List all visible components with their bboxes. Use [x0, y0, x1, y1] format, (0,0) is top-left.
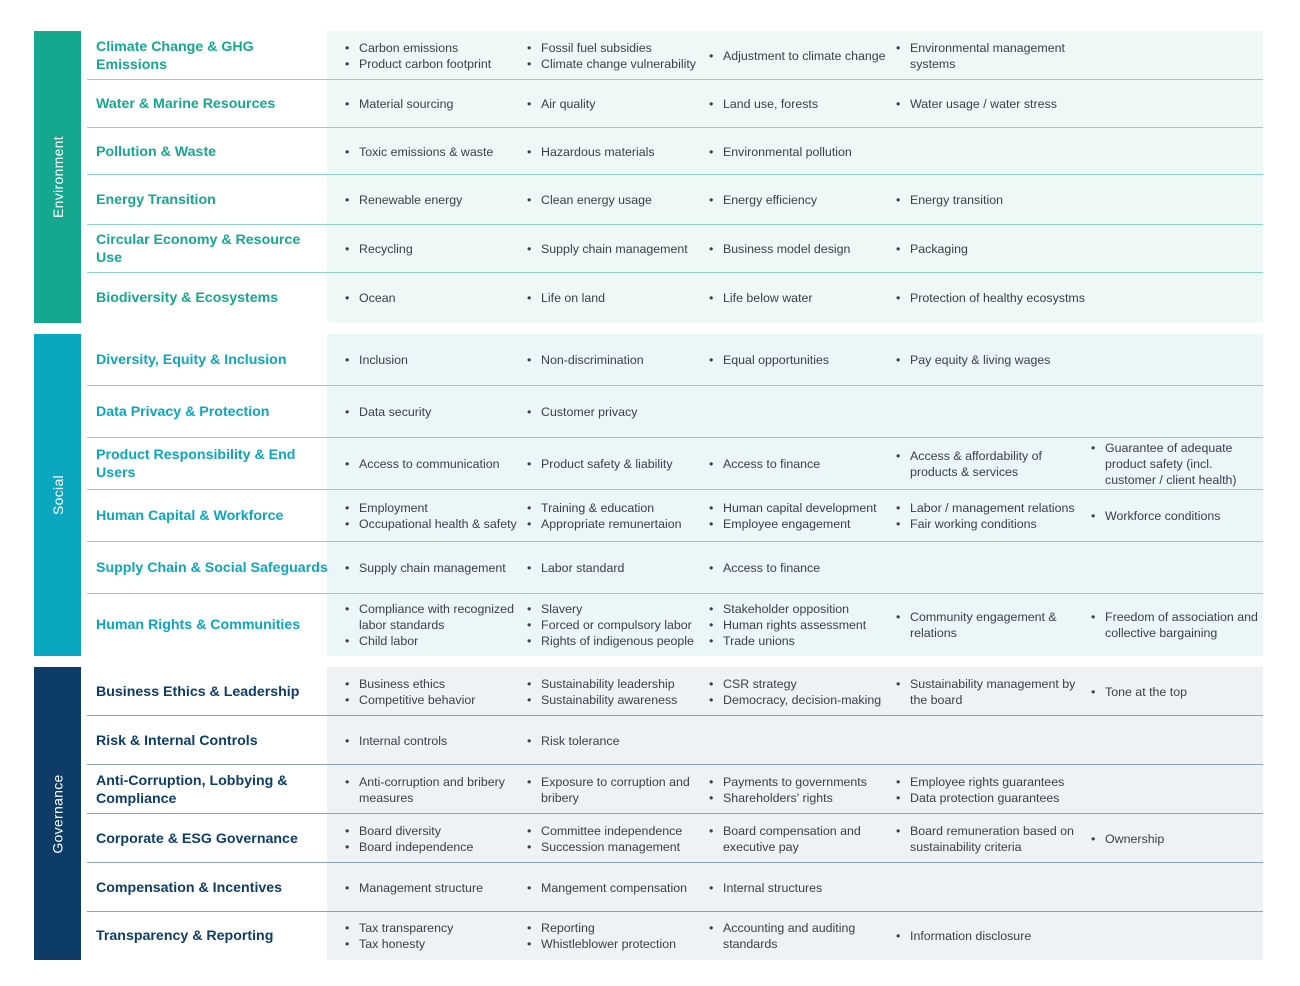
row-topic: Transparency & Reporting	[96, 928, 274, 944]
row-cell	[345, 175, 525, 225]
bullet-item: • Trade unions	[709, 633, 893, 649]
bullet-item: • Supply chain management	[527, 241, 707, 257]
row-cell	[345, 594, 525, 656]
bullet-item: • Land use, forests	[709, 96, 893, 112]
bullet-item: • Adjustment to climate change	[709, 48, 893, 64]
bullet-item: • Employee engagement	[709, 516, 893, 532]
bullet-item: • Freedom of association and collective bargaining	[1091, 609, 1261, 641]
row-cell	[896, 175, 1086, 225]
bullet-item: • Occupational health & safety	[345, 516, 525, 532]
row-cell	[709, 765, 893, 814]
row-cell	[345, 863, 525, 912]
bullet-item: • Stakeholder opposition	[709, 601, 893, 617]
row-topic: Corporate & ESG Governance	[96, 830, 298, 847]
bullet-item: • Compliance with recognized labor standards	[345, 601, 525, 633]
row-cell	[345, 273, 525, 323]
row-cell	[345, 31, 525, 80]
bullet-item: • Access & affordability of products & services	[896, 448, 1086, 480]
bullet-item: • Employee rights guarantees	[896, 774, 1086, 790]
bullet-item: • Slavery	[527, 601, 707, 617]
row-cell	[345, 716, 525, 765]
table-row	[87, 594, 1263, 656]
row-cell	[896, 814, 1086, 863]
bullet-item: • Environmental management systems	[896, 40, 1086, 72]
bullet-item: • Rights of indigenous people	[527, 633, 707, 649]
table-row	[87, 273, 1263, 323]
row-topic: Compensation & Incentives	[96, 879, 283, 896]
row-cell	[709, 594, 893, 656]
bullet-item: • Human capital development	[709, 500, 893, 516]
row-cell	[709, 31, 893, 80]
row-cell	[896, 594, 1086, 656]
row-cell	[709, 225, 893, 273]
row-cell	[896, 912, 1086, 960]
bullet-item: • Carbon emissions	[345, 40, 525, 56]
section-sidebar	[34, 31, 81, 323]
row-cell	[709, 128, 893, 175]
row-cell	[709, 667, 893, 716]
section-environment	[34, 31, 1263, 323]
row-cell	[345, 386, 525, 438]
row-cell	[896, 334, 1086, 386]
bullet-item: • Non-discrimination	[527, 352, 707, 368]
bullet-item: • Committee independence	[527, 823, 707, 839]
bullet-item: • Employment	[345, 500, 525, 516]
bullet-item: • Supply chain management	[345, 560, 525, 576]
row-cell	[709, 490, 893, 542]
row-cell	[896, 225, 1086, 273]
row-topic: Anti-Corruption, Lobbying & Compliance	[96, 772, 288, 807]
table-row	[87, 31, 1263, 80]
row-cell	[527, 273, 707, 323]
bullet-item: • Recycling	[345, 241, 525, 257]
bullet-item: • Product carbon footprint	[345, 56, 525, 72]
row-cell	[527, 912, 707, 960]
row-cell	[709, 80, 893, 128]
row-cell	[527, 716, 707, 765]
bullet-item: • Succession management	[527, 839, 707, 855]
bullet-item: • Management structure	[345, 880, 525, 896]
row-cell	[527, 667, 707, 716]
bullet-item: • Sustainability management by the board	[896, 676, 1086, 708]
row-topic: Diversity, Equity & Inclusion	[96, 352, 287, 368]
row-cell	[527, 542, 707, 594]
section-rows	[87, 334, 1263, 656]
bullet-item: • Fair working conditions	[896, 516, 1086, 532]
bullet-item: • Democracy, decision-making	[709, 692, 893, 708]
bullet-item: • Tax honesty	[345, 936, 525, 952]
row-cell	[896, 490, 1086, 542]
bullet-item: • Workforce conditions	[1091, 508, 1261, 524]
row-topic: Product Responsibility & End Users	[96, 447, 296, 481]
bullet-item: • Board independence	[345, 839, 525, 855]
row-cell	[527, 765, 707, 814]
bullet-item: • Internal structures	[709, 880, 893, 896]
bullet-item: • Competitive behavior	[345, 692, 525, 708]
bullet-item: • Labor standard	[527, 560, 707, 576]
row-cell	[709, 863, 893, 912]
bullet-item: • Whistleblower protection	[527, 936, 707, 952]
row-cell	[1091, 667, 1261, 716]
bullet-item: • Packaging	[896, 241, 1086, 257]
row-cell	[1091, 438, 1261, 490]
row-cell	[527, 334, 707, 386]
row-cell	[527, 490, 707, 542]
bullet-item: • Ownership	[1091, 831, 1261, 847]
bullet-item: • CSR strategy	[709, 676, 893, 692]
row-cell	[709, 542, 893, 594]
section-sidebar	[34, 667, 81, 960]
row-cell	[345, 490, 525, 542]
bullet-item: • Ocean	[345, 290, 525, 306]
bullet-item: • Mangement compensation	[527, 880, 707, 896]
table-row	[87, 438, 1263, 490]
bullet-item: • Air quality	[527, 96, 707, 112]
row-cell	[896, 438, 1086, 490]
bullet-item: • Appropriate remunertaion	[527, 516, 707, 532]
bullet-item: • Life below water	[709, 290, 893, 306]
bullet-item: • Board compensation and executive pay	[709, 823, 893, 855]
row-cell	[345, 80, 525, 128]
table-row	[87, 80, 1263, 128]
row-cell	[1091, 814, 1261, 863]
row-cell	[527, 863, 707, 912]
bullet-item: • Labor / management relations	[896, 500, 1086, 516]
row-topic: Human Capital & Workforce	[96, 508, 284, 524]
row-cell	[709, 175, 893, 225]
bullet-item: • Equal opportunities	[709, 352, 893, 368]
row-cell	[345, 334, 525, 386]
bullet-item: • Material sourcing	[345, 96, 525, 112]
bullet-item: • Hazardous materials	[527, 144, 707, 160]
section-social	[34, 334, 1263, 656]
bullet-item: • Access to finance	[709, 560, 893, 576]
bullet-item: • Toxic emissions & waste	[345, 144, 525, 160]
bullet-item: • Reporting	[527, 920, 707, 936]
section-label: Governance	[49, 773, 66, 854]
bullet-item: • Sustainability leadership	[527, 676, 707, 692]
table-row	[87, 175, 1263, 225]
row-topic: Risk & Internal Controls	[96, 732, 258, 749]
row-cell	[527, 814, 707, 863]
bullet-item: • Fossil fuel subsidies	[527, 40, 707, 56]
row-cell	[527, 386, 707, 438]
row-topic: Water & Marine Resources	[96, 96, 276, 112]
section-sidebar	[34, 334, 81, 656]
bullet-item: • Data security	[345, 404, 525, 420]
bullet-item: • Business ethics	[345, 676, 525, 692]
row-cell	[709, 273, 893, 323]
bullet-item: • Access to communication	[345, 456, 525, 472]
row-cell	[345, 542, 525, 594]
bullet-item: • Exposure to corruption and bribery	[527, 774, 707, 806]
bullet-item: • Climate change vulnerability	[527, 56, 707, 72]
bullet-item: • Accounting and auditing standards	[709, 920, 893, 952]
row-topic: Circular Economy & Resource Use	[96, 232, 301, 266]
bullet-item: • Human rights assessment	[709, 617, 893, 633]
bullet-item: • Forced or compulsory labor	[527, 617, 707, 633]
bullet-item: • Shareholders' rights	[709, 790, 893, 806]
row-cell	[345, 814, 525, 863]
row-topic: Climate Change & GHG Emissions	[96, 38, 254, 73]
row-cell	[527, 80, 707, 128]
bullet-item: • Customer privacy	[527, 404, 707, 420]
row-cell	[896, 31, 1086, 80]
row-cell	[527, 175, 707, 225]
bullet-item: • Child labor	[345, 633, 525, 649]
row-cell	[345, 912, 525, 960]
table-row	[87, 128, 1263, 175]
table-row	[87, 490, 1263, 542]
bullet-item: • Access to finance	[709, 456, 893, 472]
bullet-item: • Inclusion	[345, 352, 525, 368]
bullet-item: • Business model design	[709, 241, 893, 257]
bullet-item: • Data protection guarantees	[896, 790, 1086, 806]
bullet-item: • Risk tolerance	[527, 733, 707, 749]
bullet-item: • Product safety & liability	[527, 456, 707, 472]
row-cell	[709, 814, 893, 863]
bullet-item: • Water usage / water stress	[896, 96, 1086, 112]
row-topic: Pollution & Waste	[96, 143, 217, 160]
table-row	[87, 225, 1263, 273]
bullet-item: • Environmental pollution	[709, 144, 893, 160]
table-row	[87, 912, 1263, 960]
bullet-item: • Tax transparency	[345, 920, 525, 936]
row-cell	[345, 765, 525, 814]
section-label: Social	[49, 475, 66, 515]
section-rows	[87, 31, 1263, 323]
row-cell	[1091, 490, 1261, 542]
bullet-item: • Guarantee of adequate product safety (incl. customer / client health)	[1091, 440, 1261, 488]
bullet-item: • Training & education	[527, 500, 707, 516]
bullet-item: • Tone at the top	[1091, 684, 1261, 700]
bullet-item: • Board remuneration based on sustainability criteria	[896, 823, 1086, 855]
table-row	[87, 765, 1263, 814]
row-topic: Data Privacy & Protection	[96, 404, 270, 420]
row-topic: Business Ethics & Leadership	[96, 683, 300, 700]
bullet-item: • Energy transition	[896, 192, 1086, 208]
row-cell	[527, 31, 707, 80]
row-cell	[896, 80, 1086, 128]
bullet-item: • Community engagement & relations	[896, 609, 1086, 641]
bullet-item: • Energy efficiency	[709, 192, 893, 208]
row-topic: Biodiversity & Ecosystems	[96, 290, 279, 306]
row-cell	[1091, 594, 1261, 656]
table-row	[87, 667, 1263, 716]
row-cell	[896, 765, 1086, 814]
table-row	[87, 716, 1263, 765]
row-topic: Supply Chain & Social Safeguards	[96, 560, 328, 576]
row-topic: Energy Transition	[96, 192, 216, 208]
bullet-item: • Internal controls	[345, 733, 525, 749]
table-row	[87, 334, 1263, 386]
table-row	[87, 386, 1263, 438]
row-cell	[527, 128, 707, 175]
row-cell	[527, 438, 707, 490]
row-cell	[527, 225, 707, 273]
row-topic: Human Rights & Communities	[96, 617, 301, 633]
row-cell	[345, 438, 525, 490]
row-cell	[709, 912, 893, 960]
row-cell	[896, 667, 1086, 716]
bullet-item: • Board diversity	[345, 823, 525, 839]
row-cell	[527, 594, 707, 656]
bullet-item: • Anti-corruption and bribery measures	[345, 774, 525, 806]
row-cell	[709, 438, 893, 490]
row-cell	[345, 225, 525, 273]
bullet-item: • Protection of healthy ecosystms	[896, 290, 1086, 306]
bullet-item: • Renewable energy	[345, 192, 525, 208]
section-rows	[87, 667, 1263, 960]
bullet-item: • Payments to governments	[709, 774, 893, 790]
row-cell	[709, 334, 893, 386]
bullet-item: • Life on land	[527, 290, 707, 306]
bullet-item: • Information disclosure	[896, 928, 1086, 944]
section-governance	[34, 667, 1263, 960]
section-label: Environment	[49, 136, 66, 218]
table-row	[87, 542, 1263, 594]
bullet-item: • Pay equity & living wages	[896, 352, 1086, 368]
row-cell	[345, 128, 525, 175]
table-row	[87, 863, 1263, 912]
bullet-item: • Clean energy usage	[527, 192, 707, 208]
table-row	[87, 814, 1263, 863]
bullet-item: • Sustainability awareness	[527, 692, 707, 708]
row-cell	[896, 273, 1086, 323]
row-cell	[345, 667, 525, 716]
